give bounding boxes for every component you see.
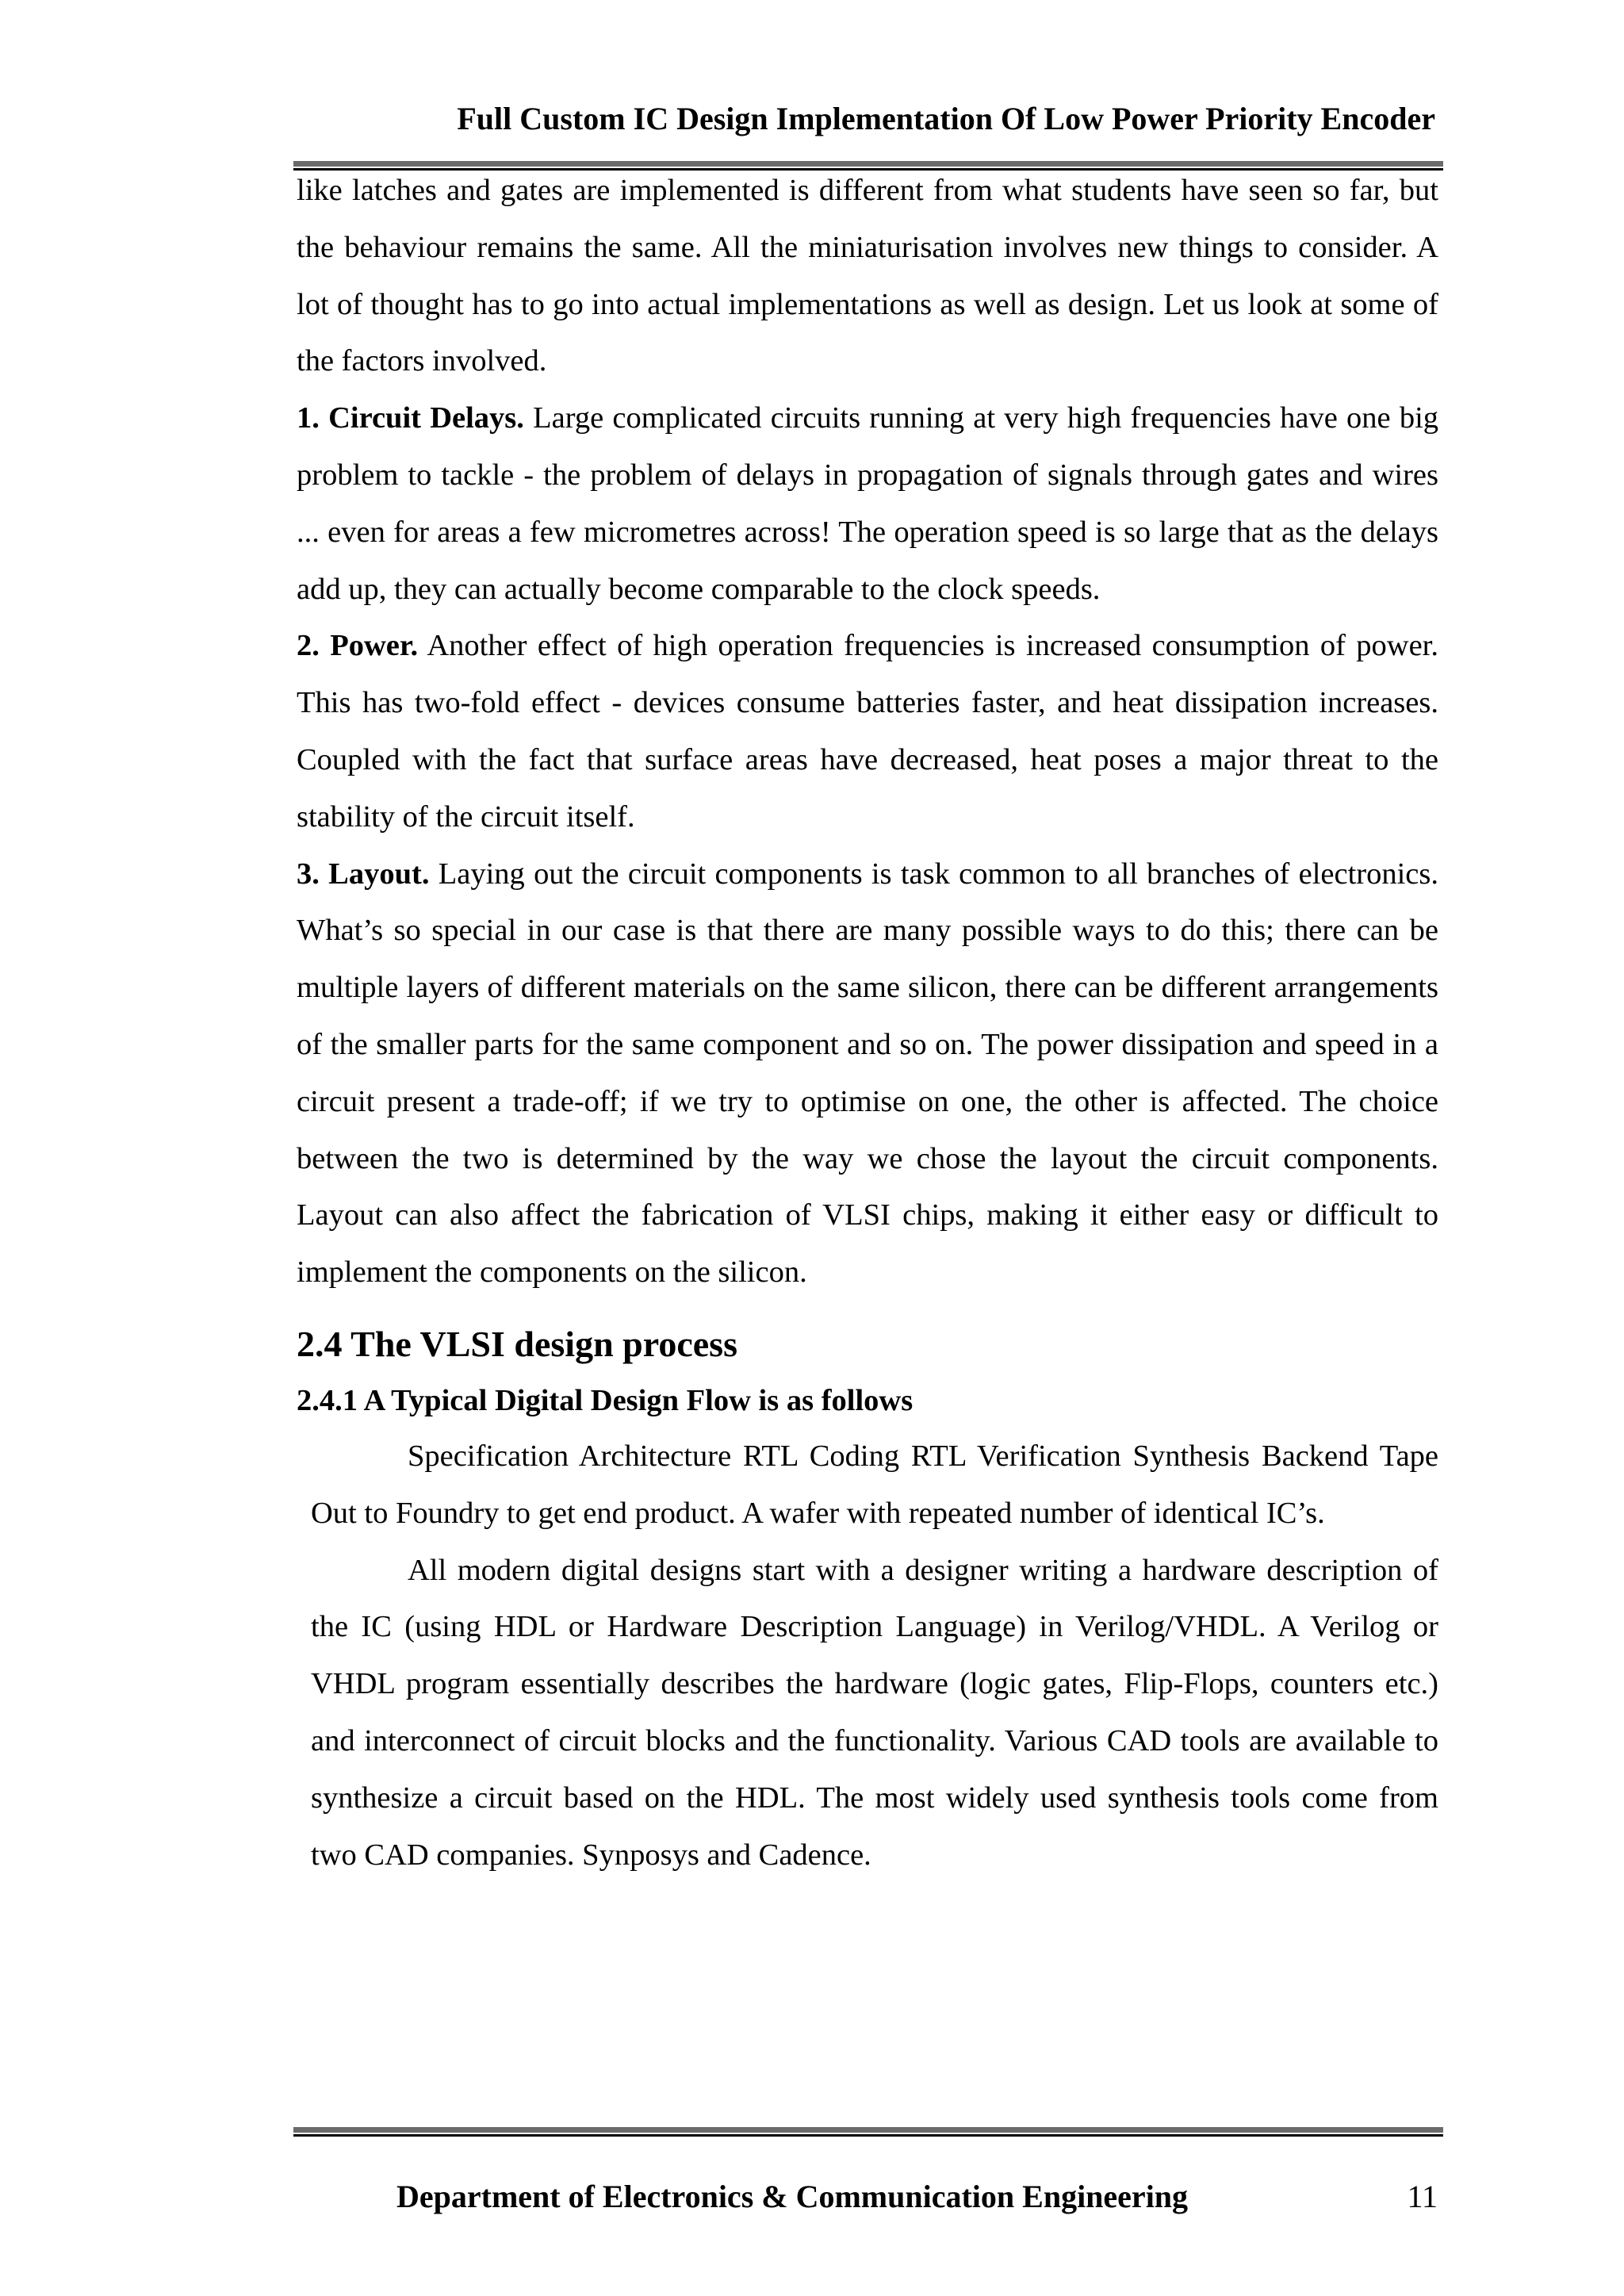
hdl-paragraph: All modern digital designs start with a designer writing a hardware description of the IC (using HDL or Hardware Description Language) in Verilog/VHDL. A Verilog or VHDL program essentially describes the hardware (logic gates, Flip-Flops, counters etc.) and interconnect of circuit blocks and the functionality. Various CAD tools are available to synthesize a circuit based on the HDL. The most widely used synthesis tools come from two CAD companies. Synposys and Cadence.: [311, 1553, 1438, 1872]
body-text: [297, 163, 1438, 1884]
factor-title: 3. Layout.: [297, 857, 430, 891]
design-flow-paragraph: Specification Architecture RTL Coding RTL Verification Synthesis Backend Tape Out to Foundry to get end product. A wafer with repeated number of identical IC’s.: [311, 1439, 1438, 1530]
factor-power: [297, 618, 1438, 845]
factor-layout: [297, 846, 1438, 1301]
running-header-title: Full Custom IC Design Implementation Of Low Power Priority Encoder: [457, 101, 1435, 136]
factor-text: Another effect of high operation frequencies is increased consumption of power. This has two-fold effect - devices consume batteries faster, and heat dissipation increases. Coupled with the fact that surface areas have decreased, heat poses a major threat to the stability of the circuit itself.: [297, 629, 1438, 834]
factor-text: Large complicated circuits running at very high frequencies have one big problem to tackle - the problem of delays in propagation of signals through gates and wires ... even for areas a few micrometres across! The operation speed is so large that as the delays add up, they can actually become comparable to the clock speeds.: [297, 401, 1439, 606]
factor-title: 1. Circuit Delays.: [297, 401, 524, 435]
footer-department: Department of Electronics & Communication Engineering: [396, 2179, 1189, 2214]
section-heading: 2.4 The VLSI design process: [297, 1323, 737, 1364]
factor-text: Laying out the circuit components is task common to all branches of electronics. What’s so special in our case is that there are many possible ways to do this; there can be multiple layers of different materials on the same silicon, there can be different arrangements of the smaller parts for the same component and so on. The power dissipation and speed in a circuit present a trade-off; if we try to optimise on one, the other is affected. The choice between the two is determined by the way we chose the layout the circuit components. Layout can also affect the fabrication of VLSI chips, making it either easy or difficult to implement the components on the silicon.: [297, 857, 1438, 1290]
design-flow-block: [297, 1428, 1438, 1884]
subsection-heading: 2.4.1 A Typical Digital Design Flow is as follows: [297, 1383, 914, 1417]
intro-paragraph: like latches and gates are implemented is different from what students have seen so far, but the behaviour remains the same. All the miniaturisation involves new things to consider. A lot of thought has to go into actual implementations as well as design. Let us look at some of the factors involved.: [297, 174, 1438, 378]
factor-title: 2. Power.: [297, 629, 419, 663]
footer-rule: [293, 2127, 1443, 2137]
page-number: 11: [1407, 2179, 1438, 2214]
factor-circuit-delays: [297, 390, 1438, 618]
